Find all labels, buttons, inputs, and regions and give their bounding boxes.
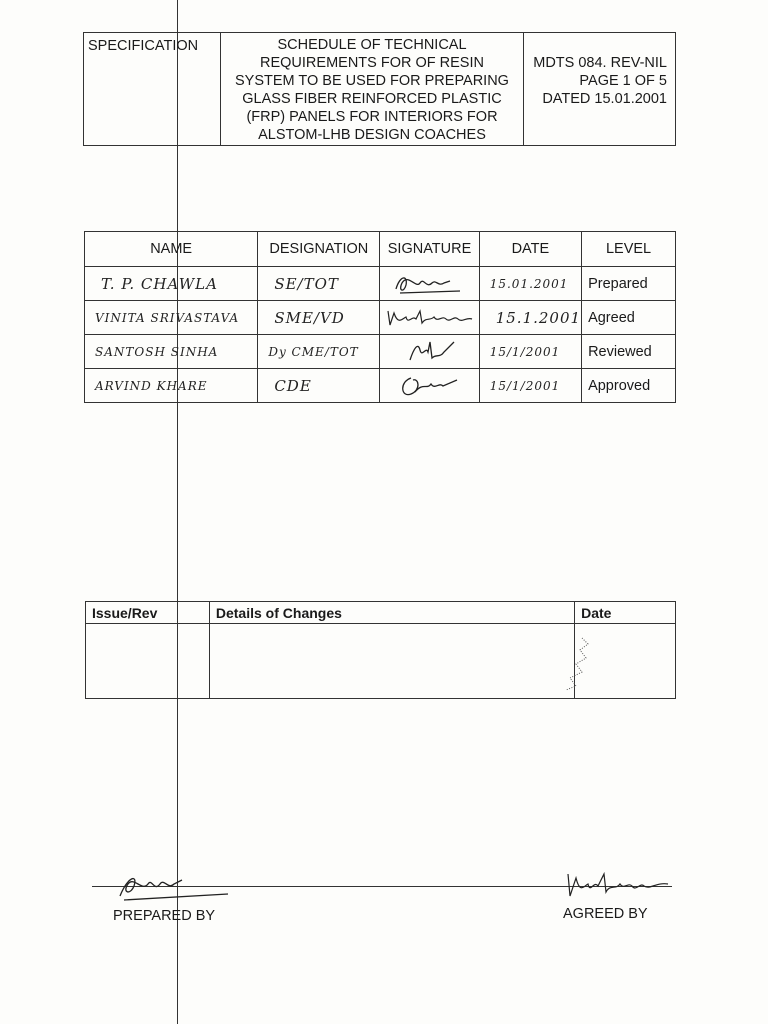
table-row bbox=[85, 369, 676, 403]
document-date: DATED 15.01.2001 bbox=[542, 91, 667, 107]
signature-cell bbox=[380, 369, 479, 403]
signatory-designation: Dy CME/TOT bbox=[258, 335, 380, 369]
handwritten-signature bbox=[395, 372, 465, 400]
signature-cell bbox=[380, 301, 479, 335]
table-row bbox=[85, 335, 676, 369]
table-row bbox=[85, 267, 676, 301]
sign-date: 15.1.2001 bbox=[479, 301, 581, 335]
signatory-designation: SE/TOT bbox=[258, 267, 380, 301]
agreed-by-label: AGREED BY bbox=[563, 906, 648, 922]
col-designation: DESIGNATION bbox=[258, 232, 380, 267]
title-line: GLASS FIBER REINFORCED PLASTIC bbox=[242, 91, 502, 107]
signatory-name: SANTOSH SINHA bbox=[85, 335, 258, 369]
signatory-designation: SME/VD bbox=[258, 301, 380, 335]
preparer-signature bbox=[108, 868, 238, 904]
title-line: SYSTEM TO BE USED FOR PREPARING bbox=[235, 73, 509, 89]
approval-table bbox=[84, 231, 676, 403]
sign-date: 15/1/2001 bbox=[479, 335, 581, 369]
prepared-by-label: PREPARED BY bbox=[113, 908, 216, 924]
col-level: LEVEL bbox=[582, 232, 676, 267]
sign-date: 15.01.2001 bbox=[479, 267, 581, 301]
approval-level: Approved bbox=[582, 369, 676, 403]
details-cell bbox=[209, 624, 574, 699]
signature-cell bbox=[380, 267, 479, 301]
revision-header-row bbox=[86, 602, 676, 624]
issue-rev-cell bbox=[86, 624, 210, 699]
scan-smudge bbox=[562, 636, 592, 692]
table-row bbox=[85, 301, 676, 335]
approval-level: Agreed bbox=[582, 301, 676, 335]
col-issue-rev: Issue/Rev bbox=[86, 602, 210, 624]
title-line: REQUIREMENTS FOR OF RESIN bbox=[260, 55, 484, 71]
approval-header-row bbox=[85, 232, 676, 267]
document-number: MDTS 084. REV-NIL bbox=[533, 55, 667, 71]
approval-level: Reviewed bbox=[582, 335, 676, 369]
title-line: SCHEDULE OF TECHNICAL bbox=[277, 37, 467, 53]
signatory-name: VINITA SRIVASTAVA bbox=[85, 301, 258, 335]
signatory-designation: CDE bbox=[258, 369, 380, 403]
spec-header-table bbox=[83, 32, 676, 146]
col-details-of-changes: Details of Changes bbox=[209, 602, 574, 624]
approval-level: Prepared bbox=[582, 267, 676, 301]
col-name: NAME bbox=[85, 232, 258, 267]
title-line: (FRP) PANELS FOR INTERIORS FOR bbox=[246, 109, 498, 125]
handwritten-signature bbox=[390, 271, 470, 297]
document-title bbox=[221, 33, 524, 146]
title-line: ALSTOM-LHB DESIGN COACHES bbox=[258, 127, 486, 143]
document-meta bbox=[524, 33, 676, 146]
handwritten-signature bbox=[400, 338, 460, 366]
page-count: PAGE 1 OF 5 bbox=[579, 73, 667, 89]
col-revision-date: Date bbox=[575, 602, 676, 624]
col-date: DATE bbox=[479, 232, 581, 267]
sign-date: 15/1/2001 bbox=[479, 369, 581, 403]
agreer-signature bbox=[564, 868, 674, 904]
spec-label: SPECIFICATION bbox=[84, 33, 221, 146]
handwritten-signature bbox=[384, 305, 476, 331]
signature-cell bbox=[380, 335, 479, 369]
signatory-name: ARVIND KHARE bbox=[85, 369, 258, 403]
signatory-name: T. P. CHAWLA bbox=[85, 267, 258, 301]
col-signature: SIGNATURE bbox=[380, 232, 479, 267]
